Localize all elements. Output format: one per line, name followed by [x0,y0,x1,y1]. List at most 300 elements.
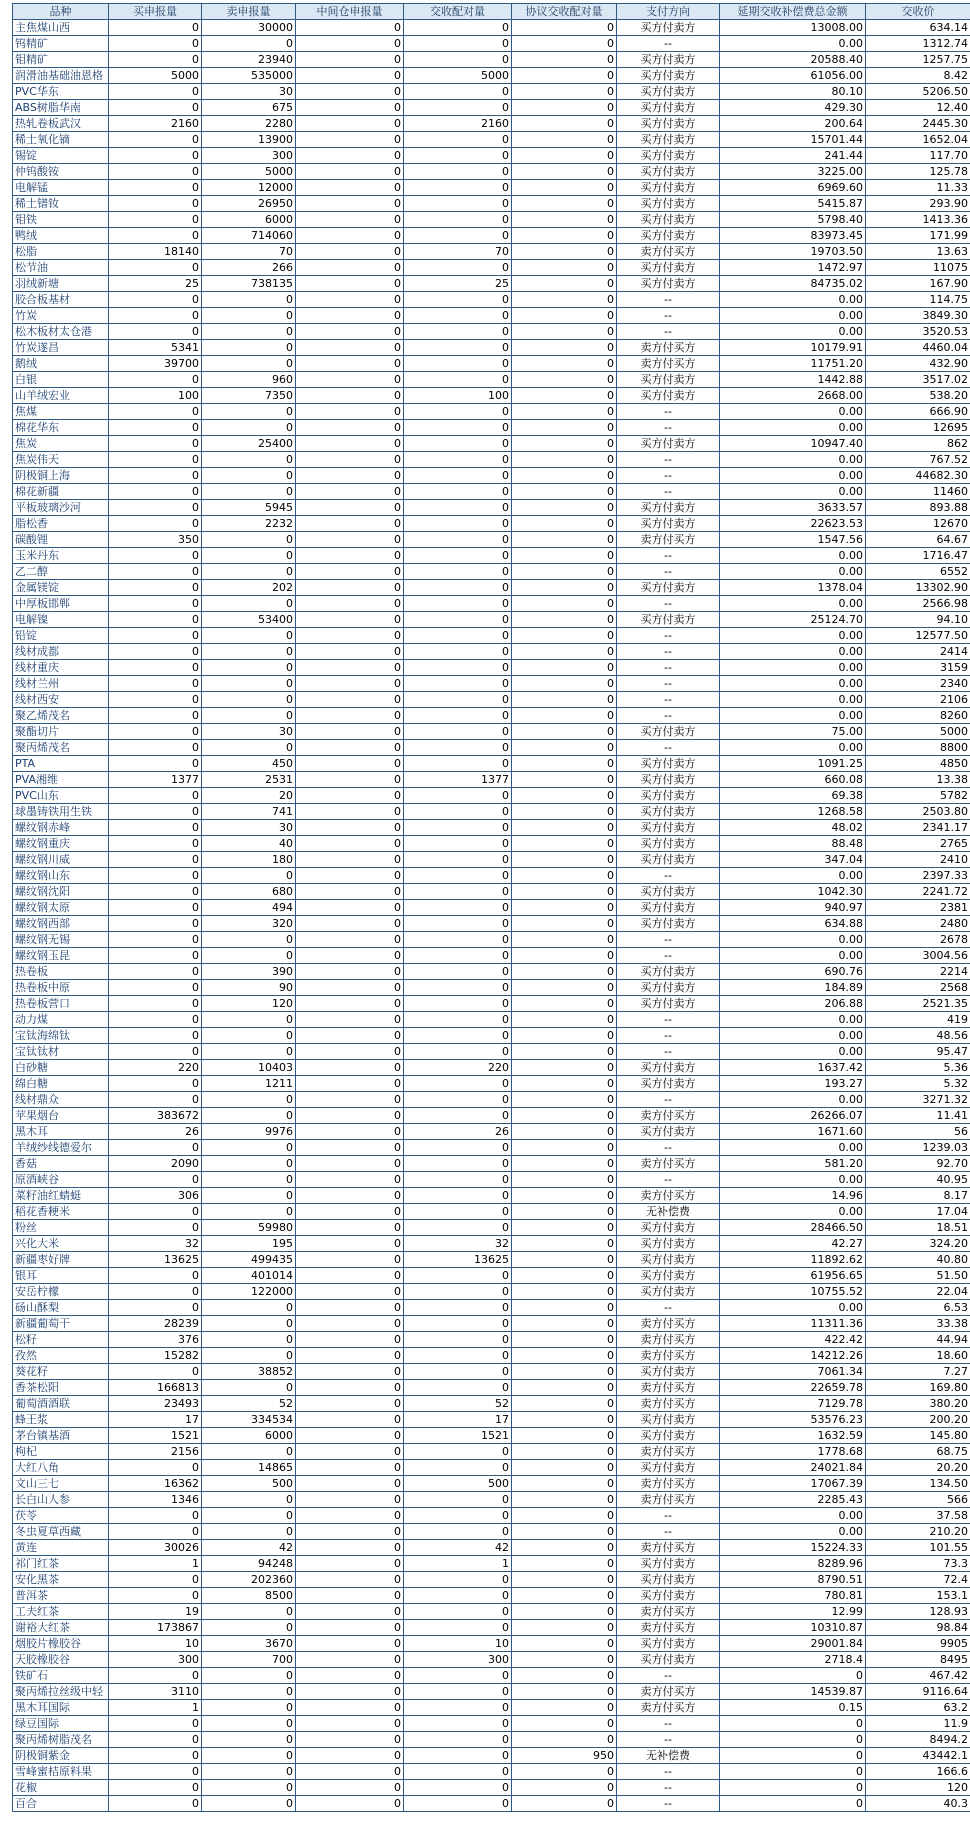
sell-declared-cell: 94248 [202,1556,296,1572]
product-name-cell: 螺纹钢西部 [13,916,109,932]
table-row [13,468,970,484]
payment-direction-cell: 卖方付买方 [617,1604,720,1620]
deferred-compensation-cell: 0.00 [720,324,866,340]
intermediate-declared-cell: 0 [296,340,404,356]
buy-declared-cell: 30026 [109,1540,202,1556]
buy-declared-cell: 0 [109,228,202,244]
sell-declared-cell: 0 [202,1028,296,1044]
buy-declared-cell: 0 [109,1508,202,1524]
product-name-cell: 螺纹钢无锡 [13,932,109,948]
table-row [13,436,970,452]
delivery-matched-cell: 0 [404,1668,512,1684]
buy-declared-cell: 0 [109,900,202,916]
sell-declared-cell: 499435 [202,1252,296,1268]
delivery-matched-cell: 70 [404,244,512,260]
intermediate-declared-cell: 0 [296,1092,404,1108]
intermediate-declared-cell: 0 [296,660,404,676]
product-name-cell: 粉丝 [13,1220,109,1236]
deferred-compensation-cell: 0 [720,1764,866,1780]
intermediate-declared-cell: 0 [296,1380,404,1396]
payment-direction-cell: 买方付卖方 [617,1364,720,1380]
agreement-matched-cell: 0 [512,308,617,324]
payment-direction-cell: 卖方付买方 [617,1684,720,1700]
deferred-compensation-cell: 1268.58 [720,804,866,820]
table-row [13,356,970,372]
intermediate-declared-cell: 0 [296,276,404,292]
delivery-matched-cell: 32 [404,1236,512,1252]
product-name-cell: 聚乙烯茂名 [13,708,109,724]
payment-direction-cell: 买方付卖方 [617,964,720,980]
table-row [13,228,970,244]
buy-declared-cell: 2156 [109,1444,202,1460]
product-name-cell: 茯苓 [13,1508,109,1524]
delivery-price-cell: 432.90 [866,356,970,372]
agreement-matched-cell: 0 [512,116,617,132]
buy-declared-cell: 0 [109,692,202,708]
agreement-matched-cell: 0 [512,452,617,468]
buy-declared-cell: 0 [109,1716,202,1732]
agreement-matched-cell: 0 [512,1332,617,1348]
agreement-matched-cell: 0 [512,1412,617,1428]
deferred-compensation-cell: 0.00 [720,948,866,964]
table-row [13,868,970,884]
table-row [13,1460,970,1476]
sell-declared-cell: 9976 [202,1124,296,1140]
agreement-matched-cell: 0 [512,580,617,596]
buy-declared-cell: 0 [109,1524,202,1540]
payment-direction-cell: -- [617,1300,720,1316]
buy-declared-cell: 0 [109,644,202,660]
agreement-matched-cell: 0 [512,132,617,148]
delivery-matched-cell: 0 [404,1444,512,1460]
delivery-matched-cell: 1 [404,1556,512,1572]
product-name-cell: 胶合板基材 [13,292,109,308]
delivery-price-cell: 73.3 [866,1556,970,1572]
payment-direction-cell: -- [617,1012,720,1028]
delivery-matched-cell: 0 [404,932,512,948]
buy-declared-cell: 300 [109,1652,202,1668]
table-row [13,1108,970,1124]
product-name-cell: 金属镁锭 [13,580,109,596]
product-name-cell: 钼铁 [13,212,109,228]
payment-direction-cell: 卖方付买方 [617,1396,720,1412]
deferred-compensation-cell: 2285.43 [720,1492,866,1508]
sell-declared-cell: 0 [202,564,296,580]
sell-declared-cell: 0 [202,1316,296,1332]
agreement-matched-cell: 0 [512,1444,617,1460]
sell-declared-cell: 30 [202,820,296,836]
agreement-matched-cell: 0 [512,740,617,756]
delivery-matched-cell: 10 [404,1636,512,1652]
intermediate-declared-cell: 0 [296,372,404,388]
sell-declared-cell: 0 [202,1796,296,1812]
payment-direction-cell: -- [617,1764,720,1780]
delivery-matched-cell: 0 [404,20,512,36]
sell-declared-cell: 14865 [202,1460,296,1476]
product-name-cell: 羽绒新塘 [13,276,109,292]
buy-declared-cell: 0 [109,548,202,564]
product-name-cell: 长白山人参 [13,1492,109,1508]
delivery-matched-cell: 0 [404,1748,512,1764]
table-row [13,1012,970,1028]
sell-declared-cell: 0 [202,1140,296,1156]
table-row [13,1412,970,1428]
payment-direction-cell: 买方付卖方 [617,1652,720,1668]
delivery-matched-cell: 0 [404,1044,512,1060]
buy-declared-cell: 0 [109,1796,202,1812]
deferred-compensation-cell: 0.00 [720,484,866,500]
deferred-compensation-cell: 0.00 [720,932,866,948]
deferred-compensation-cell: 10179.91 [720,340,866,356]
agreement-matched-cell: 0 [512,708,617,724]
sell-declared-cell: 0 [202,1300,296,1316]
product-name-cell: 主焦煤山西 [13,20,109,36]
delivery-matched-cell: 0 [404,564,512,580]
deferred-compensation-cell: 0.00 [720,452,866,468]
delivery-price-cell: 68.75 [866,1444,970,1460]
intermediate-declared-cell: 0 [296,1124,404,1140]
sell-declared-cell: 0 [202,420,296,436]
intermediate-declared-cell: 0 [296,324,404,340]
intermediate-declared-cell: 0 [296,1076,404,1092]
delivery-price-cell: 22.04 [866,1284,970,1300]
table-row [13,1636,970,1652]
payment-direction-cell: -- [617,708,720,724]
table-row [13,308,970,324]
table-row [13,820,970,836]
intermediate-declared-cell: 0 [296,36,404,52]
agreement-matched-cell: 0 [512,436,617,452]
agreement-matched-cell: 0 [512,804,617,820]
agreement-matched-cell: 0 [512,1076,617,1092]
buy-declared-cell: 32 [109,1236,202,1252]
delivery-matched-cell: 42 [404,1540,512,1556]
intermediate-declared-cell: 0 [296,1604,404,1620]
table-row [13,1700,970,1716]
buy-declared-cell: 0 [109,164,202,180]
payment-direction-cell: -- [617,292,720,308]
product-name-cell: 热卷板 [13,964,109,980]
deferred-compensation-cell: 15224.33 [720,1540,866,1556]
table-row [13,1492,970,1508]
payment-direction-cell: 卖方付买方 [617,1188,720,1204]
buy-declared-cell: 0 [109,596,202,612]
delivery-price-cell: 2678 [866,932,970,948]
product-name-cell: 葡萄酒酒联 [13,1396,109,1412]
delivery-matched-cell: 0 [404,724,512,740]
delivery-price-cell: 94.10 [866,612,970,628]
table-row [13,1284,970,1300]
buy-declared-cell: 16362 [109,1476,202,1492]
buy-declared-cell: 1 [109,1700,202,1716]
sell-declared-cell: 738135 [202,276,296,292]
delivery-price-cell: 666.90 [866,404,970,420]
table-row [13,1748,970,1764]
table-row [13,1428,970,1444]
table-row [13,1764,970,1780]
payment-direction-cell: -- [617,1524,720,1540]
delivery-price-cell: 171.99 [866,228,970,244]
delivery-price-cell: 200.20 [866,1412,970,1428]
payment-direction-cell: 买方付卖方 [617,436,720,452]
agreement-matched-cell: 0 [512,1364,617,1380]
product-name-cell: 安化黑茶 [13,1572,109,1588]
table-row [13,900,970,916]
intermediate-declared-cell: 0 [296,356,404,372]
intermediate-declared-cell: 0 [296,1732,404,1748]
deferred-compensation-cell: 0.00 [720,548,866,564]
table-header-row [13,4,970,20]
deferred-compensation-cell: 429.30 [720,100,866,116]
delivery-price-cell: 1716.47 [866,548,970,564]
sell-declared-cell: 0 [202,868,296,884]
payment-direction-cell: 买方付卖方 [617,1236,720,1252]
agreement-matched-cell: 0 [512,228,617,244]
product-name-cell: 热卷板中原 [13,980,109,996]
table-row [13,916,970,932]
agreement-matched-cell: 0 [512,1028,617,1044]
deferred-compensation-cell: 0.00 [720,292,866,308]
product-name-cell: 聚丙烯茂名 [13,740,109,756]
product-name-cell: 螺纹钢山东 [13,868,109,884]
delivery-matched-cell: 0 [404,596,512,612]
buy-declared-cell: 0 [109,260,202,276]
product-name-cell: 锡锭 [13,148,109,164]
delivery-price-cell: 11.9 [866,1716,970,1732]
sell-declared-cell: 0 [202,660,296,676]
agreement-matched-cell: 0 [512,564,617,580]
delivery-price-cell: 2340 [866,676,970,692]
payment-direction-cell: -- [617,932,720,948]
buy-declared-cell: 0 [109,468,202,484]
deferred-compensation-cell: 0.00 [720,564,866,580]
agreement-matched-cell: 0 [512,292,617,308]
table-row [13,388,970,404]
intermediate-declared-cell: 0 [296,1652,404,1668]
product-name-cell: 平板玻璃沙河 [13,500,109,516]
product-name-cell: 稻花香粳米 [13,1204,109,1220]
product-name-cell: 钨精矿 [13,36,109,52]
deferred-compensation-cell: 25124.70 [720,612,866,628]
intermediate-declared-cell: 0 [296,436,404,452]
intermediate-declared-cell: 0 [296,420,404,436]
deferred-compensation-cell: 690.76 [720,964,866,980]
table-row [13,1332,970,1348]
intermediate-declared-cell: 0 [296,1524,404,1540]
table-row [13,1076,970,1092]
delivery-price-cell: 153.1 [866,1588,970,1604]
product-name-cell: 银耳 [13,1268,109,1284]
delivery-matched-cell: 220 [404,1060,512,1076]
sell-declared-cell: 0 [202,468,296,484]
delivery-price-cell: 1413.36 [866,212,970,228]
delivery-price-cell: 3159 [866,660,970,676]
product-name-cell: 脂松香 [13,516,109,532]
intermediate-declared-cell: 0 [296,788,404,804]
payment-direction-cell: -- [617,564,720,580]
header-payment-direction: 支付方向 [617,4,720,20]
product-name-cell: 松木板材太仓港 [13,324,109,340]
payment-direction-cell: 买方付卖方 [617,836,720,852]
deferred-compensation-cell: 0 [720,1668,866,1684]
delivery-matched-cell: 0 [404,1268,512,1284]
intermediate-declared-cell: 0 [296,228,404,244]
delivery-matched-cell: 0 [404,468,512,484]
sell-declared-cell: 0 [202,324,296,340]
sell-declared-cell: 0 [202,1716,296,1732]
intermediate-declared-cell: 0 [296,1620,404,1636]
intermediate-declared-cell: 0 [296,1588,404,1604]
delivery-report [12,3,970,1812]
agreement-matched-cell: 0 [512,836,617,852]
sell-declared-cell: 30 [202,84,296,100]
table-row [13,1540,970,1556]
payment-direction-cell: -- [617,1668,720,1684]
sell-declared-cell: 42 [202,1540,296,1556]
buy-declared-cell: 306 [109,1188,202,1204]
intermediate-declared-cell: 0 [296,292,404,308]
intermediate-declared-cell: 0 [296,612,404,628]
intermediate-declared-cell: 0 [296,1364,404,1380]
deferred-compensation-cell: 634.88 [720,916,866,932]
deferred-compensation-cell: 48.02 [720,820,866,836]
table-row [13,724,970,740]
table-row [13,36,970,52]
table-row [13,292,970,308]
deferred-compensation-cell: 0.00 [720,628,866,644]
intermediate-declared-cell: 0 [296,484,404,500]
delivery-price-cell: 134.50 [866,1476,970,1492]
table-row [13,708,970,724]
product-name-cell: 热轧卷板武汉 [13,116,109,132]
sell-declared-cell: 2232 [202,516,296,532]
delivery-price-cell: 13.38 [866,772,970,788]
delivery-matched-cell: 0 [404,1284,512,1300]
delivery-matched-cell: 0 [404,484,512,500]
buy-declared-cell: 0 [109,516,202,532]
table-row [13,1732,970,1748]
intermediate-declared-cell: 0 [296,100,404,116]
sell-declared-cell: 0 [202,708,296,724]
intermediate-declared-cell: 0 [296,1172,404,1188]
intermediate-declared-cell: 0 [296,948,404,964]
deferred-compensation-cell: 0 [720,1796,866,1812]
delivery-matched-cell: 0 [404,132,512,148]
sell-declared-cell: 0 [202,452,296,468]
payment-direction-cell: -- [617,1780,720,1796]
intermediate-declared-cell: 0 [296,596,404,612]
payment-direction-cell: -- [617,36,720,52]
agreement-matched-cell: 0 [512,1140,617,1156]
sell-declared-cell: 960 [202,372,296,388]
delivery-price-cell: 120 [866,1780,970,1796]
sell-declared-cell: 0 [202,596,296,612]
table-row [13,116,970,132]
agreement-matched-cell: 0 [512,1044,617,1060]
sell-declared-cell: 700 [202,1652,296,1668]
delivery-matched-cell: 0 [404,820,512,836]
deferred-compensation-cell: 53576.23 [720,1412,866,1428]
delivery-price-cell: 8494.2 [866,1732,970,1748]
intermediate-declared-cell: 0 [296,1748,404,1764]
delivery-price-cell: 2214 [866,964,970,980]
agreement-matched-cell: 0 [512,1220,617,1236]
intermediate-declared-cell: 0 [296,868,404,884]
agreement-matched-cell: 0 [512,1284,617,1300]
delivery-matched-cell: 0 [404,900,512,916]
delivery-matched-cell: 0 [404,372,512,388]
agreement-matched-cell: 0 [512,724,617,740]
product-name-cell: 宝钛钛材 [13,1044,109,1060]
delivery-matched-cell: 0 [404,36,512,52]
buy-declared-cell: 0 [109,420,202,436]
payment-direction-cell: 买方付卖方 [617,1284,720,1300]
sell-declared-cell: 5000 [202,164,296,180]
deferred-compensation-cell: 5798.40 [720,212,866,228]
deferred-compensation-cell: 1778.68 [720,1444,866,1460]
sell-declared-cell: 90 [202,980,296,996]
delivery-price-cell: 17.04 [866,1204,970,1220]
buy-declared-cell: 0 [109,724,202,740]
agreement-matched-cell: 0 [512,1316,617,1332]
delivery-matched-cell: 0 [404,148,512,164]
product-name-cell: 竹炭 [13,308,109,324]
buy-declared-cell: 383672 [109,1108,202,1124]
agreement-matched-cell: 0 [512,180,617,196]
delivery-matched-cell: 0 [404,996,512,1012]
payment-direction-cell: 买方付卖方 [617,276,720,292]
product-name-cell: 钼精矿 [13,52,109,68]
delivery-matched-cell: 0 [404,868,512,884]
delivery-price-cell: 95.47 [866,1044,970,1060]
agreement-matched-cell: 0 [512,36,617,52]
deferred-compensation-cell: 22659.78 [720,1380,866,1396]
delivery-matched-cell: 26 [404,1124,512,1140]
delivery-matched-cell: 0 [404,500,512,516]
agreement-matched-cell: 0 [512,100,617,116]
delivery-price-cell: 40.80 [866,1252,970,1268]
intermediate-declared-cell: 0 [296,132,404,148]
payment-direction-cell: 卖方付买方 [617,1380,720,1396]
buy-declared-cell: 0 [109,148,202,164]
delivery-price-cell: 538.20 [866,388,970,404]
payment-direction-cell: -- [617,740,720,756]
table-row [13,1204,970,1220]
delivery-matched-cell: 0 [404,1172,512,1188]
product-name-cell: 螺纹钢沈阳 [13,884,109,900]
buy-declared-cell: 166813 [109,1380,202,1396]
product-name-cell: 天胶橡胶谷 [13,1652,109,1668]
intermediate-declared-cell: 0 [296,964,404,980]
buy-declared-cell: 0 [109,836,202,852]
product-name-cell: 稀土氧化镝 [13,132,109,148]
payment-direction-cell: 买方付卖方 [617,1460,720,1476]
delivery-matched-cell: 0 [404,1108,512,1124]
payment-direction-cell: 买方付卖方 [617,1588,720,1604]
intermediate-declared-cell: 0 [296,1396,404,1412]
product-name-cell: 线材成都 [13,644,109,660]
payment-direction-cell: 买方付卖方 [617,900,720,916]
product-name-cell: ABS树脂华南 [13,100,109,116]
buy-declared-cell: 17 [109,1412,202,1428]
sell-declared-cell: 0 [202,1012,296,1028]
intermediate-declared-cell: 0 [296,628,404,644]
agreement-matched-cell: 0 [512,1012,617,1028]
delivery-price-cell: 169.80 [866,1380,970,1396]
intermediate-declared-cell: 0 [296,804,404,820]
buy-declared-cell: 0 [109,580,202,596]
deferred-compensation-cell: 8790.51 [720,1572,866,1588]
